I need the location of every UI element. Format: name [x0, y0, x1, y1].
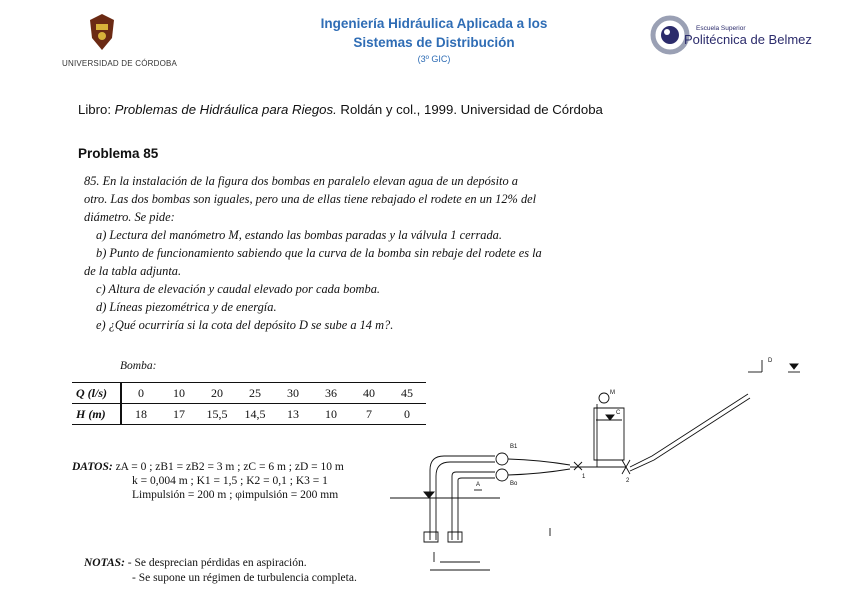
installation-diagram	[390, 352, 820, 582]
school-logo	[650, 12, 810, 62]
question-a: a) Lectura del manómetro M, estando las bombas paradas y la válvula 1 cerrada.	[96, 228, 502, 242]
course-level: (3º GIC)	[417, 54, 451, 64]
reservoir-d-label: D	[768, 358, 773, 364]
course-title	[284, 14, 584, 66]
table-row	[72, 404, 426, 425]
q-cell: 30	[274, 383, 312, 404]
h-cell: 10	[312, 404, 350, 425]
problem-title: Problema 85	[78, 146, 159, 161]
h-cell: 7	[350, 404, 388, 425]
q-cell: 36	[312, 383, 350, 404]
book-details: Roldán y col., 1999. Universidad de Córdoba	[336, 102, 603, 117]
manometer-label: M	[610, 390, 615, 396]
q-header: Q (l/s)	[72, 383, 121, 404]
notes-block	[84, 556, 357, 586]
h-header: H (m)	[72, 404, 121, 425]
book-title: Problemas de Hidráulica para Riegos.	[114, 102, 337, 117]
notas-line1: - Se desprecian pérdidas en aspiración.	[127, 557, 307, 569]
data-block	[72, 460, 344, 502]
h-cell: 18	[121, 404, 160, 425]
h-cell: 17	[160, 404, 198, 425]
question-b: b) Punto de funcionamiento sabiendo que la curva de la bomba sin rebaje del rodete es la de la tabla adjunta.	[84, 246, 542, 278]
q-cell: 45	[388, 383, 426, 404]
question-c: c) Altura de elevación y caudal elevado por cada bomba.	[96, 282, 380, 296]
statement-intro: 85. En la instalación de la figura dos bombas en paralelo elevan agua de un depósito a otro. Las dos bombas son iguales, pero una de ellas tiene rebajado el rodete en un 12% del diámetro. Se pide:	[84, 174, 537, 224]
university-crest-icon	[84, 12, 120, 52]
q-cell: 20	[198, 383, 236, 404]
datos-label: DATOS:	[72, 461, 113, 473]
school-name: Politécnica de Belmez	[684, 32, 812, 47]
table-row	[72, 383, 426, 404]
question-e: e) ¿Qué ocurriría si la cota del depósito D se sube a 14 m?.	[96, 318, 394, 332]
q-cell: 0	[121, 383, 160, 404]
h-cell: 0	[388, 404, 426, 425]
pump-table-label: Bomba:	[120, 360, 157, 372]
book-reference	[78, 102, 603, 117]
h-cell: 15,5	[198, 404, 236, 425]
school-small-label: Escuela Superior	[696, 25, 746, 32]
datos-line3: Limpulsión = 200 m ; φimpulsión = 200 mm	[132, 489, 339, 501]
problem-statement	[84, 172, 544, 334]
q-cell: 25	[236, 383, 274, 404]
valve-2-label: 2	[626, 478, 630, 484]
datos-line1: zA = 0 ; zB1 = zB2 = 3 m ; zC = 6 m ; zD = 10 m	[115, 461, 344, 473]
pump-b2-label: Bo	[510, 481, 518, 487]
book-prefix: Libro:	[78, 102, 115, 117]
h-cell: 14,5	[236, 404, 274, 425]
datos-line2: k = 0,004 m ; K1 = 1,5 ; K2 = 0,1 ; K3 = 1	[132, 475, 328, 487]
pump-b1-label: B1	[510, 444, 518, 450]
university-logo	[62, 12, 178, 68]
course-title-line2: Sistemas de Distribución	[353, 35, 515, 50]
pump-curve-table	[72, 382, 426, 425]
reservoir-c-label: C	[616, 410, 621, 416]
valve-1-label: 1	[582, 474, 586, 480]
university-name: UNIVERSIDAD DE CÓRDOBA	[62, 59, 178, 68]
course-title-line1: Ingeniería Hidráulica Aplicada a los	[320, 16, 548, 31]
h-cell: 13	[274, 404, 312, 425]
reservoir-a-label: A	[476, 482, 481, 488]
q-cell: 40	[350, 383, 388, 404]
q-cell: 10	[160, 383, 198, 404]
question-d: d) Líneas piezométrica y de energía.	[96, 300, 277, 314]
notas-label: NOTAS:	[84, 557, 125, 569]
notas-line2: - Se supone un régimen de turbulencia completa.	[132, 572, 357, 584]
